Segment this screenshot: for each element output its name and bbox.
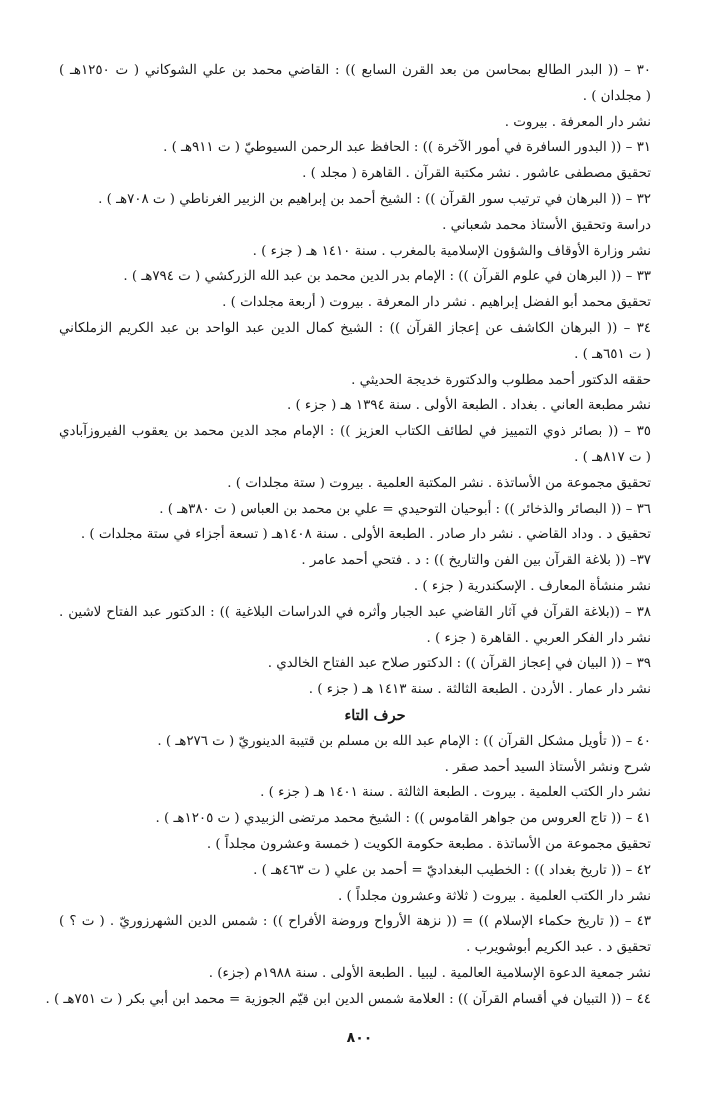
page-number: ٨٠٠ xyxy=(346,1030,373,1046)
text-line: تحقيق محمد أبو الفضل إبراهيم . نشر دار المعرفة . بيروت ( أربعة مجلدات ) . xyxy=(222,295,651,311)
text-line: نشر دار الفكر العربي . القاهرة ( جزء ) . xyxy=(426,630,651,646)
text-line: ٤٤ – (( التبيان في أقسام القرآن )) : العلامة شمس الدين ابن قيّم الجوزية = محمد ابن أبي بكر ( ت ٧٥١هـ ) . xyxy=(45,991,651,1007)
text-line: ٤٢ – (( تاريخ بغداد )) : الخطيب البغداديّ = أحمد بن علي ( ت ٤٦٣هـ ) . xyxy=(253,862,651,878)
text-line: تحقيق د . وداد القاضي . نشر دار صادر . الطبعة الأولى . سنة ١٤٠٨هـ ( تسعة أجزاء في ستة مجلدات ) . xyxy=(80,527,651,543)
text-line: ( ت ٦٥١هـ ) . xyxy=(574,346,651,362)
text-line: ٤٠ – (( تأويل مشكل القرآن )) : الإمام عبد الله بن مسلم بن قتيبة الدينوريّ ( ت ٢٧٦هـ ) . xyxy=(157,733,651,749)
text-line: ( ت ٨١٧هـ ) . xyxy=(574,449,651,465)
text-line: تحقيق مصطفى عاشور . نشر مكتبة القرآن . القاهرة ( مجلد ) . xyxy=(302,166,651,182)
text-line: تحقيق مجموعة من الأساتذة . مطبعة حكومة الكويت ( خمسة وعشرون مجلداً ) . xyxy=(206,836,651,852)
text-line: نشر دار الكتب العلمية . بيروت . الطبعة الثالثة . سنة ١٤٠١ هـ ( جزء ) . xyxy=(260,785,651,801)
text-line: نشر منشأة المعارف . الإسكندرية ( جزء ) . xyxy=(413,578,651,594)
text-line: ٣٥ – (( بصائر ذوي التمييز في لطائف الكتاب العزيز )) : الإمام مجد الدين محمد بن يعقوب الفيروزآبادي xyxy=(59,424,651,440)
text-line: حققه الدكتور أحمد مطلوب والدكتورة خديجة الحديثي . xyxy=(351,372,651,388)
text-line: نشر مطبعة العاني . بغداد . الطبعة الأولى . سنة ١٣٩٤ هـ ( جزء ) . xyxy=(286,398,651,414)
text-line: تحقيق د . عبد الكريم أبوشويرب . xyxy=(466,940,651,956)
text-line: شرح ونشر الأستاذ السيد أحمد صقر . xyxy=(444,759,651,775)
text-line: ٤٣ – (( تاريخ حكماء الإسلام )) = (( نزهة الأرواح وروضة الأفراح )) : شمس الدين الشهرزوريّ . ( ت ؟ ) xyxy=(59,914,651,930)
text-line: ( مجلدان ) . xyxy=(582,88,651,104)
text-line: ٣٠ – (( البدر الطالع بمحاسن من بعد القرن السابع )) : القاضي محمد بن علي الشوكاني ( ت ١٢٥٠هـ ) xyxy=(59,63,651,78)
text-line: تحقيق مجموعة من الأساتذة . نشر المكتبة العلمية . بيروت ( ستة مجلدات ) . xyxy=(227,475,651,491)
text-line: ٣٦ – (( البصائر والذخائر )) : أبوحيان التوحيدي = علي بن محمد بن العباس ( ت ٣٨٠هـ ) . xyxy=(159,501,651,517)
text-line: ٣٩ – (( البيان في إعجاز القرآن )) : الدكتور صلاح عبد الفتاح الخالدي . xyxy=(267,656,651,672)
text-line: نشر دار المعرفة . بيروت . xyxy=(504,114,651,130)
text-line: نشر وزارة الأوقاف والشؤون الإسلامية بالمغرب . سنة ١٤١٠ هـ ( جزء ) . xyxy=(252,243,651,259)
text-line: ٣١ – (( البدور السافرة في أمور الآخرة )) : الحافظ عبد الرحمن السيوطيّ ( ت ٩١١هـ ) . xyxy=(163,140,651,156)
text-line: نشر دار الكتب العلمية . بيروت ( ثلاثة وعشرون مجلداً ) . xyxy=(338,888,651,904)
text-line: ٣٧– (( بلاغة القرآن بين الفن والتاريخ )) : د . فتحي أحمد عامر . xyxy=(301,553,651,569)
bibliography-list xyxy=(45,58,651,1012)
text-line: ٣٢ – (( البرهان في ترتيب سور القرآن )) : الشيخ أحمد بن إبراهيم بن الزبير الغرناطي ( ت ٧٠٨هـ ) . xyxy=(98,191,651,207)
text-line: دراسة وتحقيق الأستاذ محمد شعباني . xyxy=(442,217,651,233)
section-heading: حرف التاء xyxy=(344,706,406,724)
text-line: نشر دار عمار . الأردن . الطبعة الثالثة . سنة ١٤١٣ هـ ( جزء ) . xyxy=(308,682,651,698)
text-line: ٣٣ – (( البرهان في علوم القرآن )) : الإمام بدر الدين محمد بن عبد الله الزركشي ( ت ٧٩٤هـ ) . xyxy=(123,269,651,285)
text-line: نشر جمعية الدعوة الإسلامية العالمية . ليبيا . الطبعة الأولى . سنة ١٩٨٨م (جزء) . xyxy=(208,965,651,981)
text-line: ٣٨ – ((بلاغة القرآن في آثار القاضي عبد الجبار وأثره في الدراسات البلاغية )) : الدكتور عبد الفتاح لاشين . xyxy=(59,604,651,620)
text-line: ٤١ – (( تاج العروس من جواهر القاموس )) : الشيخ محمد مرتضى الزبيدي ( ت ١٢٠٥هـ ) . xyxy=(155,811,651,827)
text-line: ٣٤ – (( البرهان الكاشف عن إعجاز القرآن )) : الشيخ كمال الدين عبد الواحد بن عبد الكريم الزملكاني xyxy=(59,320,651,336)
